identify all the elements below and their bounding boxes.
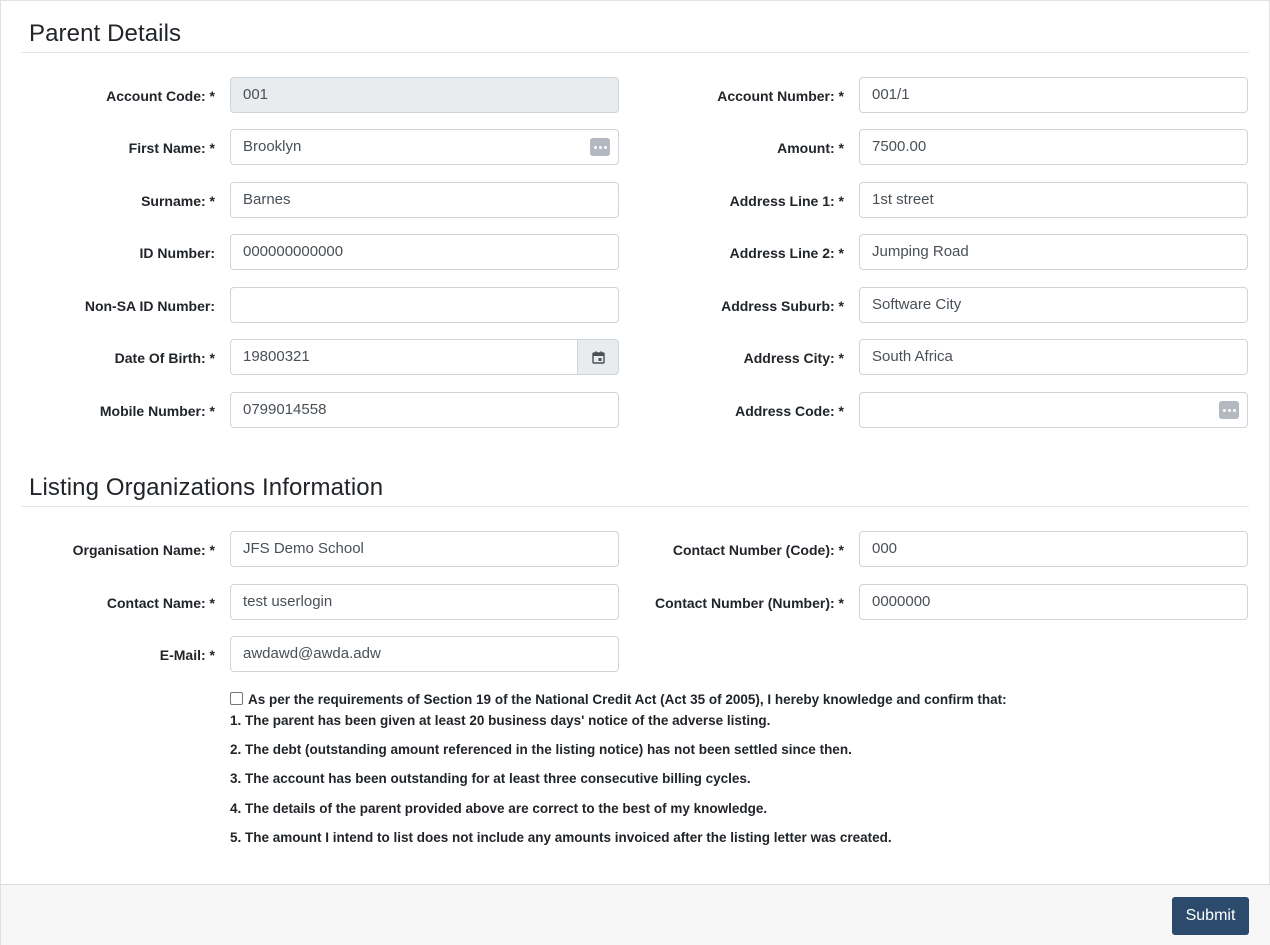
section-divider (21, 52, 1249, 53)
mobile-number-label: Mobile Number: * (99, 403, 215, 419)
confirm-item: 1. The parent has been given at least 20 business days' notice of the adverse listing. (230, 713, 771, 728)
date-picker-button[interactable] (577, 339, 619, 375)
non-sa-id-label: Non-SA ID Number: (84, 298, 215, 314)
date-of-birth-field[interactable]: 19800321 (230, 339, 578, 375)
address-line-1-label: Address Line 1: * (729, 193, 844, 209)
contact-name-label: Contact Name: * (106, 595, 215, 611)
confirm-item: 4. The details of the parent provided above are correct to the best of my knowledge. (230, 801, 768, 816)
account-number-field[interactable]: 001/1 (859, 77, 1248, 113)
contact-number-label: Contact Number (Number): * (654, 595, 844, 611)
address-code-label: Address Code: * (735, 403, 844, 419)
submit-button[interactable]: Submit (1172, 897, 1249, 935)
id-number-label: ID Number: (139, 245, 215, 261)
id-number-field[interactable]: 000000000000 (230, 234, 619, 270)
address-code-field[interactable] (859, 392, 1248, 428)
contact-name-field[interactable]: test userlogin (230, 584, 619, 620)
confirm-item: 5. The amount I intend to list does not include any amounts invoiced after the listing letter was created. (230, 830, 892, 845)
surname-field[interactable]: Barnes (230, 182, 619, 218)
first-name-field[interactable] (230, 129, 619, 165)
first-name-label: First Name: * (128, 140, 215, 156)
address-line-2-field[interactable]: Jumping Road (859, 234, 1248, 270)
non-sa-id-field[interactable] (230, 287, 619, 323)
calendar-icon (592, 351, 605, 364)
confirm-item: 2. The debt (outstanding amount referenced in the listing notice) has not been settled since then. (230, 742, 852, 757)
email-field[interactable]: awdawd@awda.adw (230, 636, 619, 672)
account-number-label: Account Number: * (717, 88, 844, 104)
address-line-2-label: Address Line 2: * (729, 245, 844, 261)
address-suburb-label: Address Suburb: * (721, 298, 844, 314)
address-line-1-field[interactable]: 1st street (859, 182, 1248, 218)
parent-details-title: Parent Details (29, 20, 182, 47)
mobile-number-field[interactable]: 0799014558 (230, 392, 619, 428)
address-city-label: Address City: * (743, 350, 844, 366)
amount-label: Amount: * (777, 140, 844, 156)
organisation-name-label: Organisation Name: * (72, 542, 215, 558)
confirm-intro: As per the requirements of Section 19 of the National Credit Act (Act 35 of 2005), I hereby knowledge and confirm that: (248, 692, 1007, 707)
confirm-item: 3. The account has been outstanding for at least three consecutive billing cycles. (230, 771, 751, 786)
account-code-label: Account Code: * (106, 88, 215, 104)
account-code-field: 001 (230, 77, 619, 113)
date-of-birth-group (230, 339, 619, 375)
section-divider (21, 506, 1249, 507)
form-footer (1, 884, 1270, 945)
ellipsis-icon[interactable] (1219, 401, 1239, 419)
contact-code-label: Contact Number (Code): * (672, 542, 844, 558)
date-of-birth-label: Date Of Birth: * (114, 350, 215, 366)
organisation-name-field[interactable]: JFS Demo School (230, 531, 619, 567)
first-name-value: Brooklyn (243, 138, 302, 155)
address-city-field[interactable]: South Africa (859, 339, 1248, 375)
confirm-checkbox[interactable] (230, 692, 243, 705)
surname-label: Surname: * (141, 193, 215, 209)
contact-number-field[interactable]: 0000000 (859, 584, 1248, 620)
amount-field[interactable]: 7500.00 (859, 129, 1248, 165)
listing-org-title: Listing Organizations Information (29, 474, 384, 501)
email-label: E-Mail: * (159, 647, 215, 663)
address-suburb-field[interactable]: Software City (859, 287, 1248, 323)
contact-code-field[interactable]: 000 (859, 531, 1248, 567)
ellipsis-icon[interactable] (590, 138, 610, 156)
